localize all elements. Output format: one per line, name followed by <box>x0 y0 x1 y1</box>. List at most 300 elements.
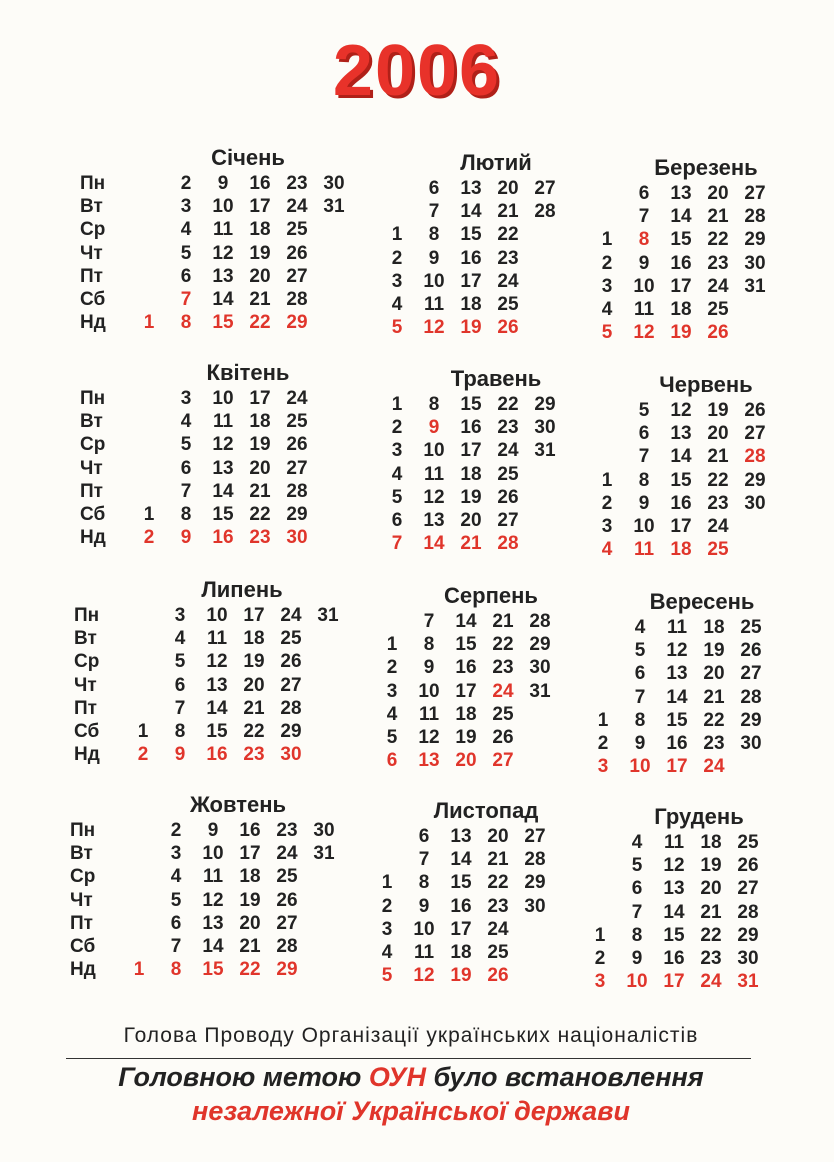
day-number: 11 <box>423 463 445 485</box>
day-number: 13 <box>206 674 228 696</box>
day-number: 6 <box>391 510 403 531</box>
day-number: 5 <box>634 640 646 662</box>
day-number: 14 <box>212 480 234 502</box>
day-number: 22 <box>487 872 509 894</box>
day-number: 20 <box>249 457 271 479</box>
day-number: 6 <box>180 457 192 479</box>
day-number: 26 <box>497 317 519 339</box>
day-number: 27 <box>492 750 514 772</box>
day-number: 27 <box>276 912 298 934</box>
day-number: 20 <box>243 674 265 696</box>
day-number: 8 <box>180 504 192 525</box>
weekday-label: Пт <box>80 480 103 502</box>
day-number: 2 <box>391 247 403 269</box>
month-name: Березень <box>654 155 758 180</box>
day-number: 8 <box>638 469 650 491</box>
day-number: 14 <box>670 206 692 228</box>
day-number: 4 <box>391 463 403 485</box>
day-number: 18 <box>703 617 725 638</box>
day-number: 14 <box>423 533 445 555</box>
day-number: 7 <box>391 533 403 555</box>
day-number: 28 <box>744 206 766 228</box>
month-name: Серпень <box>444 583 538 608</box>
day-number: 25 <box>707 299 729 320</box>
day-number: 11 <box>633 539 655 561</box>
day-number: 19 <box>239 889 261 911</box>
day-number: 21 <box>497 201 519 223</box>
day-number: 18 <box>239 866 261 888</box>
day-number: 17 <box>243 605 265 626</box>
day-number: 26 <box>707 322 729 344</box>
day-number: 5 <box>631 855 643 877</box>
day-number: 3 <box>601 275 613 297</box>
day-number: 5 <box>180 434 192 456</box>
day-number: 20 <box>707 183 729 204</box>
day-number: 22 <box>492 634 514 656</box>
day-number: 13 <box>212 457 234 479</box>
day-number: 18 <box>243 628 265 650</box>
day-number: 3 <box>597 756 609 778</box>
day-number: 13 <box>666 663 688 685</box>
day-number: 24 <box>700 971 722 993</box>
day-number: 13 <box>670 183 692 204</box>
day-number: 22 <box>249 504 271 525</box>
day-number: 22 <box>497 394 519 415</box>
day-number: 28 <box>276 936 298 957</box>
day-number: 7 <box>428 201 440 223</box>
day-number: 19 <box>670 322 692 344</box>
day-number: 8 <box>418 872 430 894</box>
weekday-label: Сб <box>74 721 100 742</box>
day-number: 14 <box>670 446 692 468</box>
weekday-label: Ср <box>80 219 106 241</box>
day-number: 2 <box>386 657 398 679</box>
day-number: 27 <box>524 826 546 847</box>
day-number: 15 <box>666 709 688 731</box>
day-number: 22 <box>497 224 519 246</box>
day-number: 12 <box>663 855 685 877</box>
day-number: 26 <box>737 855 759 877</box>
day-number: 30 <box>534 417 556 439</box>
day-number: 23 <box>497 417 519 439</box>
weekday-label: Чт <box>70 889 93 911</box>
day-number: 4 <box>170 866 182 888</box>
day-number: 10 <box>633 516 655 537</box>
day-number: 13 <box>423 510 445 531</box>
day-number: 22 <box>707 469 729 491</box>
weekday-label: Чт <box>74 674 97 696</box>
day-number: 24 <box>707 275 729 297</box>
day-number: 15 <box>202 959 224 981</box>
day-number: 8 <box>631 924 643 946</box>
day-number: 21 <box>700 901 722 923</box>
weekday-label: Пт <box>70 912 93 934</box>
day-number: 20 <box>487 826 509 847</box>
day-number: 11 <box>206 628 228 650</box>
day-number: 17 <box>249 196 271 218</box>
day-number: 5 <box>638 400 650 421</box>
day-number: 26 <box>744 400 766 421</box>
day-number: 13 <box>450 826 472 847</box>
day-number: 14 <box>460 201 482 223</box>
day-number: 22 <box>239 959 261 981</box>
day-number: 16 <box>206 744 228 766</box>
day-number: 13 <box>460 178 482 199</box>
day-number: 18 <box>700 832 722 853</box>
day-number: 6 <box>386 750 398 772</box>
day-number: 7 <box>180 480 192 502</box>
day-number: 5 <box>391 486 403 508</box>
day-number: 28 <box>737 901 759 923</box>
day-number: 17 <box>670 516 692 537</box>
day-number: 16 <box>666 733 688 754</box>
day-number: 19 <box>460 317 482 339</box>
day-number: 13 <box>202 912 224 934</box>
weekday-label: Чт <box>80 457 103 479</box>
day-number: 1 <box>391 224 403 246</box>
day-number: 21 <box>707 446 729 468</box>
day-number: 25 <box>276 866 298 888</box>
day-number: 28 <box>529 611 551 632</box>
day-number: 12 <box>666 640 688 662</box>
day-number: 4 <box>634 617 646 638</box>
day-number: 12 <box>212 242 234 264</box>
day-number: 20 <box>460 510 482 531</box>
day-number: 15 <box>212 312 234 334</box>
day-number: 4 <box>174 628 186 650</box>
day-number: 24 <box>497 270 519 292</box>
day-number: 25 <box>492 703 514 725</box>
day-number: 14 <box>450 849 472 871</box>
day-number: 21 <box>707 206 729 228</box>
weekday-label: Нд <box>70 959 96 981</box>
weekday-label: Пт <box>80 265 103 287</box>
day-number: 13 <box>418 750 440 772</box>
day-number: 21 <box>492 611 514 632</box>
day-number: 16 <box>663 948 685 969</box>
day-number: 26 <box>280 651 302 673</box>
day-number: 2 <box>381 895 393 917</box>
day-number: 24 <box>286 388 308 409</box>
day-number: 21 <box>487 849 509 871</box>
day-number: 5 <box>170 889 182 911</box>
day-number: 19 <box>249 434 271 456</box>
day-number: 28 <box>280 697 302 719</box>
day-number: 12 <box>633 322 655 344</box>
day-number: 25 <box>737 832 759 853</box>
day-number: 29 <box>744 229 766 251</box>
day-number: 31 <box>534 440 556 462</box>
day-number: 27 <box>497 510 519 531</box>
day-number: 14 <box>666 686 688 708</box>
day-number: 19 <box>243 651 265 673</box>
day-number: 6 <box>180 265 192 287</box>
day-number: 9 <box>423 657 435 679</box>
day-number: 20 <box>700 878 722 900</box>
day-number: 24 <box>276 843 298 865</box>
weekday-label: Сб <box>70 936 96 957</box>
day-number: 10 <box>633 275 655 297</box>
day-number: 17 <box>460 440 482 462</box>
day-number: 28 <box>286 480 308 502</box>
day-number: 31 <box>313 843 335 865</box>
day-number: 23 <box>707 252 729 274</box>
day-number: 10 <box>423 270 445 292</box>
month-name: Травень <box>450 366 542 391</box>
day-number: 12 <box>206 651 228 673</box>
day-number: 6 <box>638 423 650 445</box>
day-number: 9 <box>217 173 229 194</box>
day-number: 25 <box>497 463 519 485</box>
day-number: 29 <box>737 924 759 946</box>
month-name: Листопад <box>433 798 539 823</box>
day-number: 6 <box>174 674 186 696</box>
slogan-part2: було встановлення <box>425 1062 704 1092</box>
day-number: 11 <box>666 617 688 638</box>
month-name: Квітень <box>206 360 290 385</box>
month-name: Січень <box>211 145 285 170</box>
day-number: 15 <box>663 924 685 946</box>
day-number: 22 <box>700 924 722 946</box>
day-number: 16 <box>239 820 261 841</box>
day-number: 17 <box>460 270 482 292</box>
day-number: 1 <box>143 504 155 525</box>
day-number: 4 <box>601 299 613 320</box>
month-name: Липень <box>201 577 283 602</box>
day-number: 7 <box>170 936 182 957</box>
day-number: 30 <box>744 252 766 274</box>
day-number: 25 <box>280 628 302 650</box>
day-number: 17 <box>455 680 477 702</box>
day-number: 25 <box>740 617 762 638</box>
day-number: 3 <box>601 516 613 537</box>
slogan-oun: ОУН <box>368 1062 426 1092</box>
day-number: 8 <box>428 224 440 246</box>
day-number: 10 <box>626 971 648 993</box>
day-number: 29 <box>534 394 556 415</box>
day-number: 2 <box>601 492 613 514</box>
day-number: 29 <box>280 721 302 742</box>
day-number: 10 <box>629 756 651 778</box>
day-number: 7 <box>631 901 643 923</box>
day-number: 23 <box>276 820 298 841</box>
day-number: 11 <box>212 411 234 433</box>
day-number: 16 <box>249 173 271 194</box>
day-number: 10 <box>418 680 440 702</box>
day-number: 30 <box>737 948 759 969</box>
day-number: 12 <box>413 965 435 987</box>
day-number: 9 <box>174 744 186 766</box>
day-number: 19 <box>460 486 482 508</box>
weekday-label: Пн <box>74 605 100 626</box>
day-number: 28 <box>534 201 556 223</box>
day-number: 22 <box>243 721 265 742</box>
day-number: 25 <box>286 219 308 241</box>
day-number: 29 <box>276 959 298 981</box>
day-number: 11 <box>663 832 685 853</box>
slogan-part1: Головною метою <box>118 1062 369 1092</box>
day-number: 24 <box>492 680 514 702</box>
day-number: 28 <box>524 849 546 871</box>
day-number: 9 <box>638 492 650 514</box>
month-name: Червень <box>659 372 753 397</box>
weekday-label: Сб <box>80 504 106 525</box>
day-number: 17 <box>450 918 472 940</box>
day-number: 3 <box>594 971 606 993</box>
day-number: 30 <box>740 733 762 754</box>
day-number: 3 <box>381 918 393 940</box>
day-number: 22 <box>703 709 725 731</box>
day-number: 30 <box>286 527 308 549</box>
day-number: 9 <box>631 948 643 969</box>
day-number: 22 <box>249 312 271 334</box>
month-name: Лютий <box>460 150 532 175</box>
footer-divider <box>66 1058 751 1059</box>
day-number: 28 <box>497 533 519 555</box>
day-number: 19 <box>455 727 477 748</box>
day-number: 9 <box>418 895 430 917</box>
day-number: 10 <box>206 605 228 626</box>
day-number: 1 <box>597 709 609 731</box>
day-number: 30 <box>313 820 335 841</box>
day-number: 21 <box>239 936 261 957</box>
day-number: 12 <box>418 727 440 748</box>
weekday-label: Вт <box>80 411 103 433</box>
day-number: 27 <box>286 457 308 479</box>
day-number: 23 <box>707 492 729 514</box>
weekday-label: Нд <box>80 312 106 334</box>
day-number: 29 <box>286 504 308 525</box>
weekday-label: Вт <box>74 628 97 650</box>
day-number: 13 <box>670 423 692 445</box>
day-number: 17 <box>239 843 261 865</box>
day-number: 15 <box>455 634 477 656</box>
day-number: 15 <box>212 504 234 525</box>
day-number: 5 <box>174 651 186 673</box>
day-number: 25 <box>497 294 519 315</box>
day-number: 7 <box>174 697 186 719</box>
day-number: 23 <box>700 948 722 969</box>
day-number: 1 <box>594 924 606 946</box>
day-number: 12 <box>423 486 445 508</box>
day-number: 15 <box>460 224 482 246</box>
day-number: 11 <box>413 942 435 963</box>
weekday-label: Вт <box>80 196 103 218</box>
footer-author-line: Голова Проводу Організації українських націоналістів <box>123 1024 699 1047</box>
weekday-label: Нд <box>74 744 100 766</box>
day-number: 20 <box>455 750 477 772</box>
day-number: 17 <box>666 756 688 778</box>
day-number: 9 <box>638 252 650 274</box>
day-number: 21 <box>460 533 482 555</box>
day-number: 6 <box>428 178 440 199</box>
day-number: 31 <box>744 275 766 297</box>
day-number: 27 <box>740 663 762 685</box>
day-number: 21 <box>249 480 271 502</box>
day-number: 26 <box>286 242 308 264</box>
day-number: 12 <box>423 317 445 339</box>
day-number: 2 <box>597 733 609 754</box>
day-number: 14 <box>212 289 234 310</box>
day-number: 20 <box>703 663 725 685</box>
day-number: 29 <box>740 709 762 731</box>
day-number: 6 <box>170 912 182 934</box>
day-number: 30 <box>524 895 546 917</box>
day-number: 5 <box>180 242 192 264</box>
month-name: Вересень <box>649 589 755 614</box>
day-number: 6 <box>418 826 430 847</box>
day-number: 29 <box>286 312 308 334</box>
day-number: 13 <box>663 878 685 900</box>
day-number: 18 <box>455 703 477 725</box>
day-number: 2 <box>170 820 182 841</box>
day-number: 27 <box>737 878 759 900</box>
day-number: 20 <box>497 178 519 199</box>
day-number: 17 <box>249 388 271 409</box>
day-number: 17 <box>670 275 692 297</box>
day-number: 19 <box>703 640 725 662</box>
day-number: 25 <box>707 539 729 561</box>
day-number: 2 <box>601 252 613 274</box>
weekday-label: Вт <box>70 843 93 865</box>
day-number: 6 <box>634 663 646 685</box>
day-number: 8 <box>423 634 435 656</box>
day-number: 23 <box>492 657 514 679</box>
day-number: 14 <box>202 936 224 957</box>
day-number: 4 <box>386 703 398 725</box>
day-number: 18 <box>670 539 692 561</box>
day-number: 31 <box>737 971 759 993</box>
day-number: 20 <box>707 423 729 445</box>
day-number: 5 <box>391 317 403 339</box>
day-number: 24 <box>497 440 519 462</box>
day-number: 2 <box>143 527 155 549</box>
day-number: 3 <box>386 680 398 702</box>
day-number: 1 <box>601 469 613 491</box>
day-number: 3 <box>170 843 182 865</box>
day-number: 7 <box>180 289 192 310</box>
day-number: 11 <box>212 219 234 241</box>
day-number: 23 <box>487 895 509 917</box>
day-number: 2 <box>180 173 192 194</box>
day-number: 26 <box>497 486 519 508</box>
day-number: 30 <box>529 657 551 679</box>
weekday-label: Пн <box>80 388 106 409</box>
day-number: 28 <box>744 446 766 468</box>
day-number: 30 <box>744 492 766 514</box>
day-number: 10 <box>423 440 445 462</box>
day-number: 11 <box>202 866 224 888</box>
day-number: 7 <box>418 849 430 871</box>
day-number: 5 <box>601 322 613 344</box>
day-number: 20 <box>249 265 271 287</box>
day-number: 24 <box>280 605 302 626</box>
day-number: 16 <box>455 657 477 679</box>
weekday-label: Ср <box>74 651 100 673</box>
day-number: 15 <box>460 394 482 415</box>
day-number: 12 <box>202 889 224 911</box>
day-number: 12 <box>212 434 234 456</box>
day-number: 6 <box>631 878 643 900</box>
day-number: 28 <box>740 686 762 708</box>
day-number: 31 <box>323 196 345 218</box>
weekday-label: Ср <box>80 434 106 456</box>
day-number: 4 <box>381 942 393 963</box>
day-number: 19 <box>450 965 472 987</box>
day-number: 29 <box>744 469 766 491</box>
day-number: 2 <box>391 417 403 439</box>
day-number: 27 <box>286 265 308 287</box>
